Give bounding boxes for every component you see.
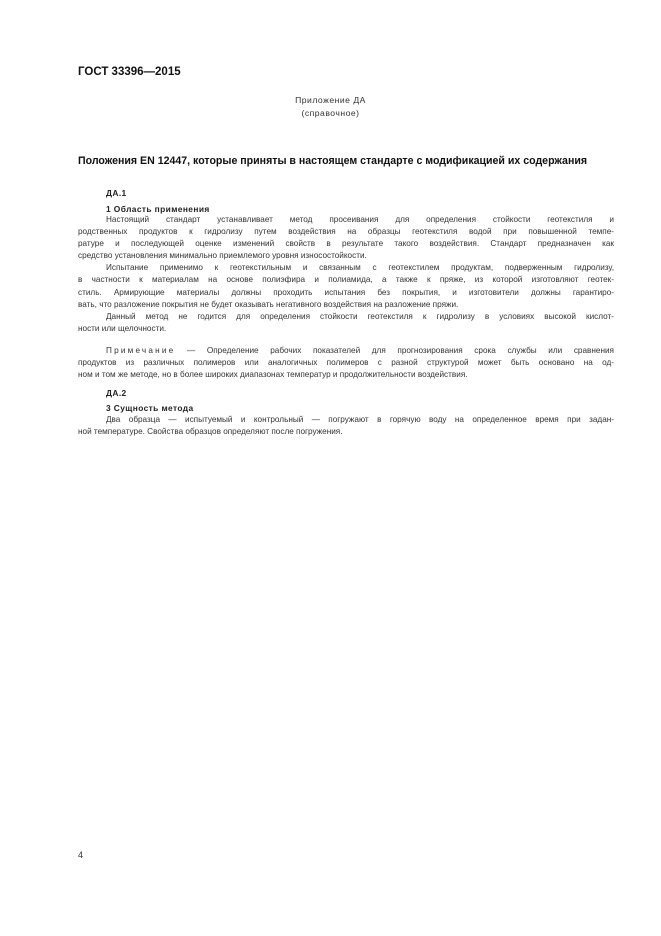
paragraph-line: ратуре и последующей оценке изменений свойств в результате такого воздействия. Стандарт предназначен как xyxy=(78,239,614,249)
note-line: ном и том же методе, но в более широких диапазонах температур и продолжительности воздействия. xyxy=(78,370,468,380)
section-heading-method: 3 Сущность метода xyxy=(106,403,194,413)
paragraph-line: Испытание применимо к геотекстильным и связанным с геотекстилем продуктам, подверженным гидролизу, xyxy=(106,263,614,273)
section-code-da1: ДА.1 xyxy=(106,188,127,198)
paragraph-line: стиль. Армирующие материалы должны проходить испытания без покрытия, и изготовители должны гарантиро- xyxy=(78,287,614,297)
method-text xyxy=(78,414,614,438)
paragraph-line: родственных продуктов к гидролизу путем воздействия на образцы геотекстиля водой при повышенной темпе- xyxy=(78,227,614,237)
section-code-da2: ДА.2 xyxy=(106,388,127,398)
paragraph-line: Настоящий стандарт устанавливает метод просеивания для определения стойкости геотекстиля и xyxy=(106,215,614,224)
appendix-title: Приложение ДА xyxy=(295,95,366,105)
note-label: Примечание xyxy=(106,346,176,355)
paragraph-line: средство установления минимально приемлемого уровня износостойкости. xyxy=(78,251,367,261)
document-number: ГОСТ 33396—2015 xyxy=(78,66,181,78)
paragraph-line: в частности к материалам на основе полиэфира и полиамида, а также к пряже, из которой изготовляют геотек- xyxy=(78,275,614,285)
paragraph-line: Данный метод не годится для определения стойкости геотекстиля к гидролизу в условиях высокой кислот- xyxy=(106,311,614,321)
page-number: 4 xyxy=(78,850,84,860)
note-block xyxy=(78,345,614,381)
paragraph-line: ности или щелочности. xyxy=(78,323,167,333)
paragraph-line: Два образца — испытуемый и контрольный — погружают в горячую воду на определенное время при задан- xyxy=(106,415,614,424)
note-line: Примечание — Определение рабочих показателей для прогнозирования срока службы или сравнения xyxy=(106,346,614,355)
section-heading-scope: 1 Область применения xyxy=(106,204,210,214)
main-title: Положения EN 12447, которые приняты в настоящем стандарте с модификацией их содержания xyxy=(78,155,588,167)
note-line: продуктов из различных полимеров или аналогичных полимеров с разной структурой может быть основано на од- xyxy=(78,358,614,368)
paragraph-line: вать, что разложение покрытия не будет оказывать негативного воздействия на разложение пряжи. xyxy=(78,299,459,309)
scope-text xyxy=(78,214,614,335)
appendix-subtitle: (справочное) xyxy=(301,108,360,118)
paragraph-line: ной температуре. Свойства образцов определяют после погружения. xyxy=(78,427,343,437)
